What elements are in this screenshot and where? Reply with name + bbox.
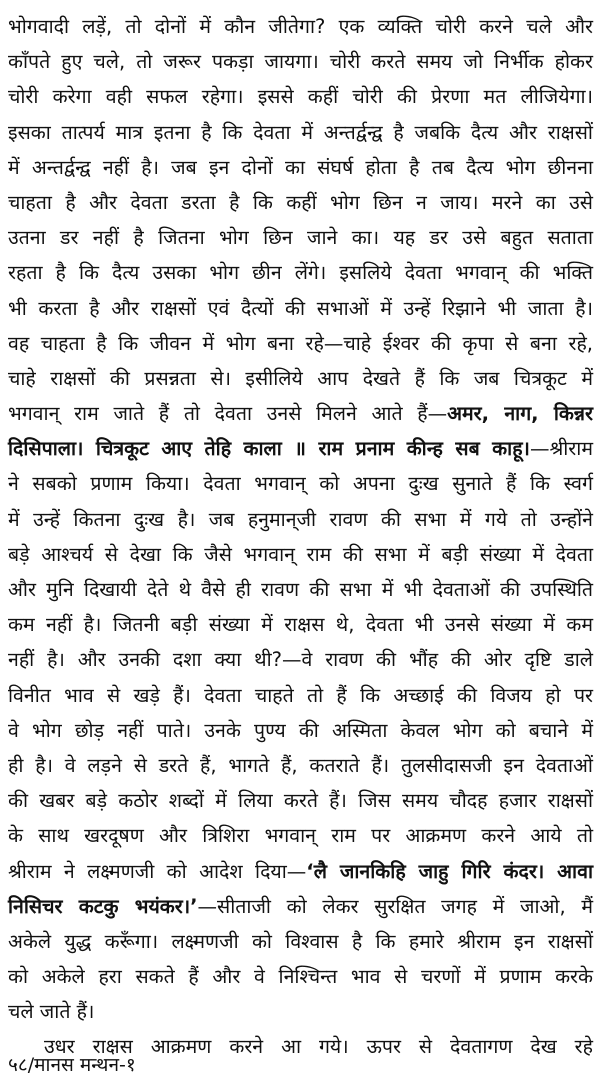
page-body [8,9,593,1065]
text-line-20: विनीत भाव से खड़े हैं। देवता चाहते तो हैं कि अच्छाई की विजय हो पर [8,683,593,707]
page-number-label: ५८/मानस मन्थन-१ [8,1054,136,1076]
text-line-29: चले जाते हैं। [8,1000,95,1024]
text-line-24: के साथ खरदूषण और त्रिशिरा भगवान् राम पर आक्रमण करने आये तो [8,824,593,848]
text-line-3: चोरी करेगा वही सफल रहेगा। इससे कहीं चोरी की प्रेरणा मत लीजियेगा। [8,85,593,109]
text-line-27: अकेले युद्ध करूँगा। लक्ष्मणजी को विश्वास है कि हमारे श्रीराम इन राक्षसों [8,929,593,953]
text-line-18: कम नहीं है। जितनी बड़ी संख्या में राक्षस थे, देवता भी उनसे संख्या में कम [8,613,593,637]
text-line-1: भोगवादी लड़ें, तो दोनों में कौन जीतेगा? एक व्यक्ति चोरी करने चले और [8,15,593,38]
text-line-17: और मुनि दिखायी देते थे वैसे ही रावण की सभा में भी देवताओं की उपस्थिति [8,578,593,601]
quote-bold: निसिचर कटकु भयंकर।’ [8,894,198,918]
text-line-23: की खबर बड़े कठोर शब्दों में लिया करते हैं। जिस समय चौदह हजार राक्षसों [8,789,593,813]
text-line-30: उधर राक्षस आक्रमण करने आ गये। ऊपर से देवतागण देख रहे [44,1035,593,1059]
text-line-26: निसिचर कटकु भयंकर।’—सीताजी को लेकर सुरक्षित जगह में जाओ, मैं [8,894,593,918]
text-line-7: उतना डर नहीं है जितना भोग छिन जाने का। यह डर उसे बहुत सताता [8,226,593,250]
text-line-11: चाहे राक्षसों की प्रसन्नता से। इसीलिये आप देखते हैं कि जब चित्रकूट में [8,366,593,390]
text-line-14: ने सबको प्रणाम किया। देवता भगवान् को अपना दुःख सुनाते हैं कि स्वर्ग [8,472,593,496]
text-line-9: भी करता है और राक्षसों एवं दैत्यों की सभाओं में उन्हें रिझाने भी जाता है। [8,296,593,320]
text-line-25: श्रीराम ने लक्ष्मणजी को आदेश दिया—‘लै जानकिहि जाहु गिरि कंदर। आवा [8,859,594,883]
text-line-4: इसका तात्पर्य मात्र इतना है कि देवता में अन्तर्द्वन्द्व है जबकि दैत्य और राक्षसों [8,120,593,144]
text-line-6: चाहता है और देवता डरता है कि कहीं भोग छिन न जाय। मरने का उसे [8,190,593,214]
page-footer [8,1052,136,1078]
text-line-12: भगवान् राम जाते हैं तो देवता उनसे मिलने आते हैं—अमर, नाग, किन्नर [8,402,593,426]
text-line-15: में उन्हें कितना दुःख है। जब हनुमान्‌जी रावण की सभा में गये तो उन्होंने [8,507,593,531]
text-line-2: काँपते हुए चले, तो जरूर पकड़ा जायगा। चोरी करते समय जो निर्भीक होकर [8,50,593,74]
text-line-21: वे भोग छोड़ नहीं पाते। उनके पुण्य की अस्मिता केवल भोग को बचाने में [8,718,593,742]
quote-bold: अमर, नाग, किन्नर [447,402,593,426]
text-line-22: ही है। वे लड़ने से डरते हैं, भागते हैं, कतराते हैं। तुलसीदासजी इन देवताओं [8,753,593,777]
quote-bold: दिसिपाला। चित्रकूट आए तेहि काला ॥ राम प्रनाम कीन्ह सब काहू। [8,437,530,461]
text-line-16: बड़े आश्चर्य से देखा कि जैसे भगवान् राम की सभा में बड़ी संख्या में देवता [8,542,593,566]
text-line-28: को अकेले हरा सकते हैं और वे निश्चिन्त भाव से चरणों में प्रणाम करके [8,965,593,989]
text-line-5: में अन्तर्द्वन्द्व नहीं है। जब इन दोनों का संघर्ष होता है तब दैत्य भोग छीनना [8,155,593,179]
text-line-8: रहता है कि दैत्य उसका भोग छीन लेंगे। इसलिये देवता भगवान् की भक्ति [8,261,593,285]
text-line-13: दिसिपाला। चित्रकूट आए तेहि काला ॥ राम प्रनाम कीन्ह सब काहू।—श्रीराम [8,437,593,461]
text-line-19: नहीं है। और उनकी दशा क्या थी?—वे रावण की भौंह की ओर दृष्टि डाले [8,648,593,672]
text-line-10: वह चाहता है कि जीवन में भोग बना रहे—चाहे ईश्वर की कृपा से बना रहे, [8,331,593,355]
quote-bold: ‘लै जानकिहि जाहु गिरि कंदर। आवा [306,859,594,883]
